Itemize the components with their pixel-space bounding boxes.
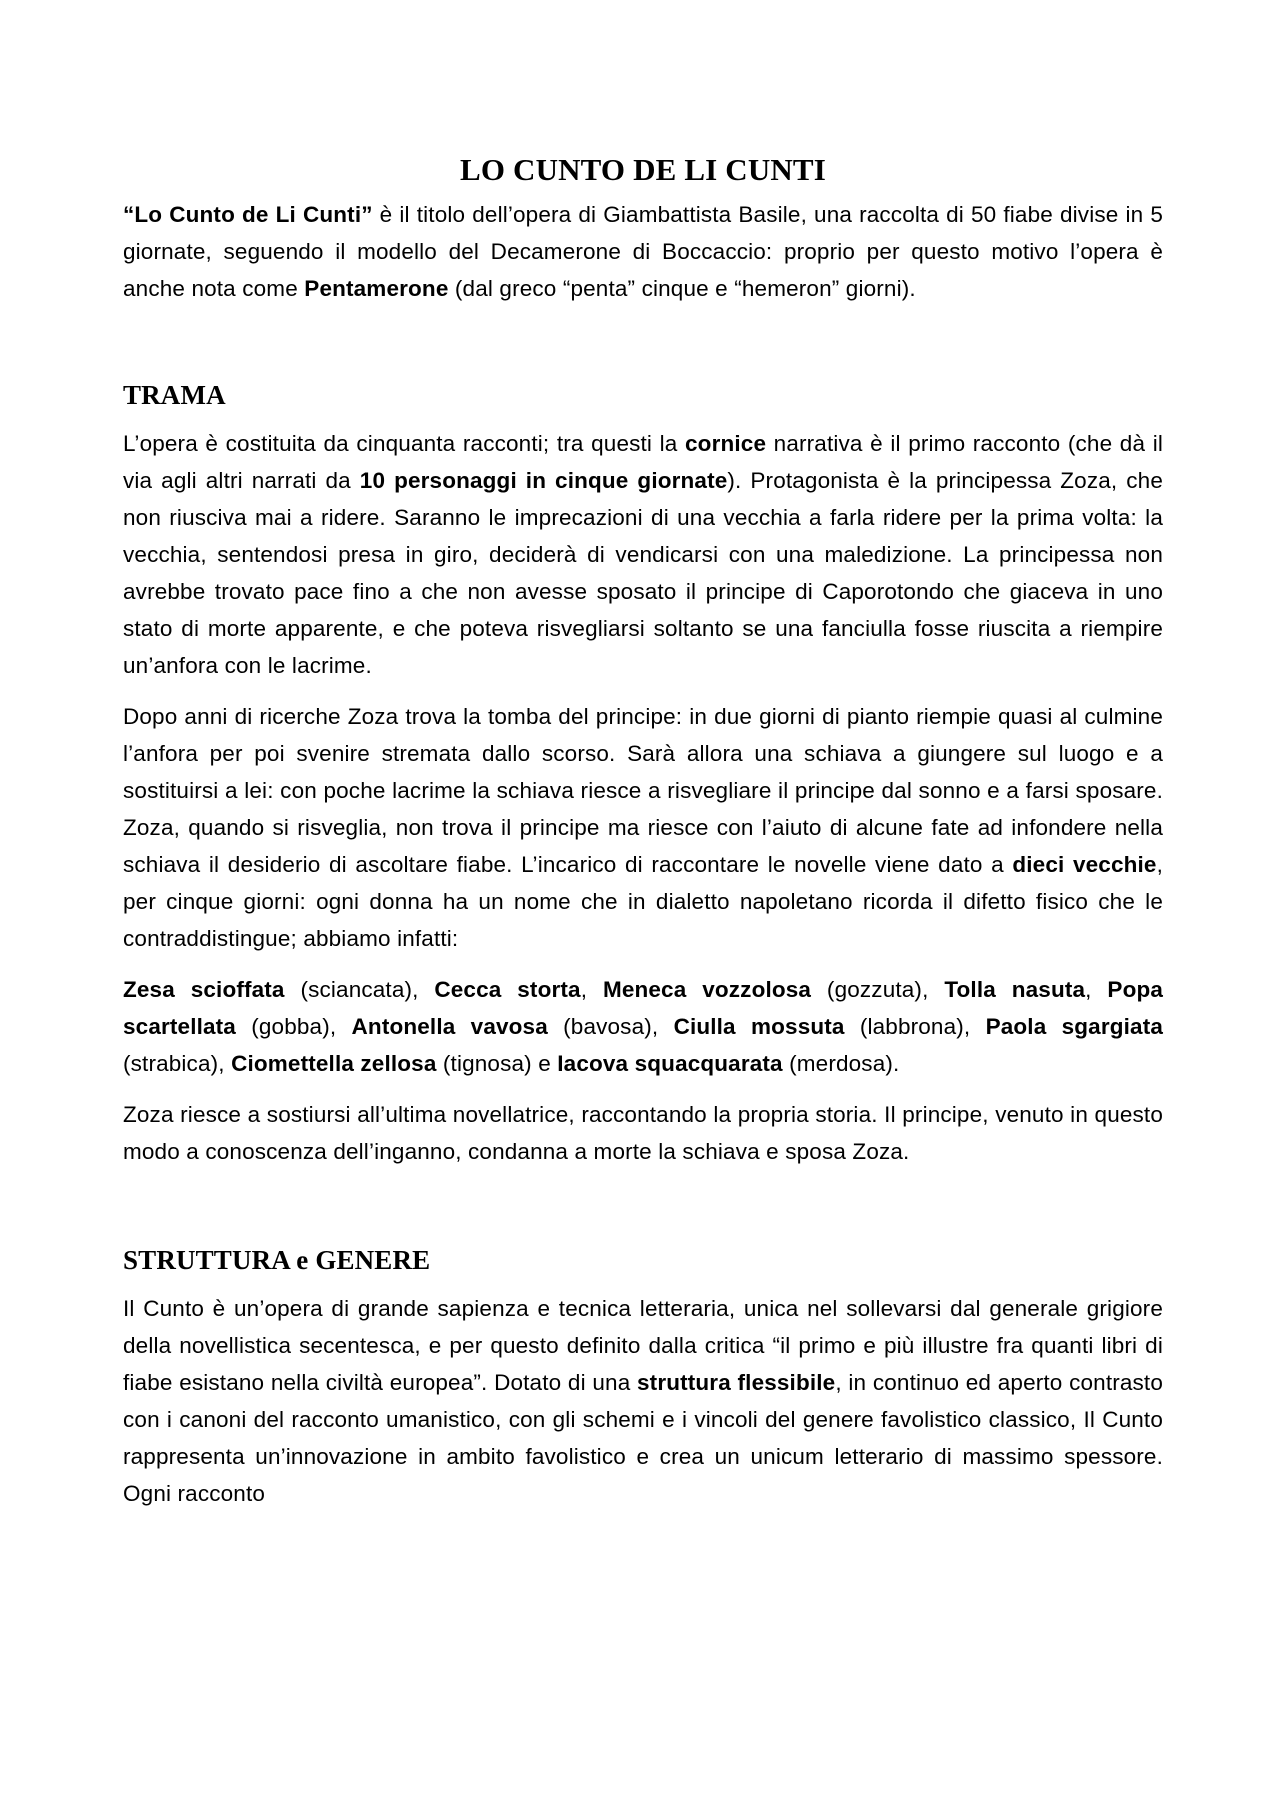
bold-text: Popa scartellata (123, 977, 1164, 1039)
bold-text: struttura flessibile (637, 1370, 836, 1395)
bold-text: Pentamerone (304, 276, 449, 301)
bold-text: Meneca vozzolosa (602, 977, 812, 1002)
struttura-paragraph-1: Il Cunto è un’opera di grande sapienza e tecnica letteraria, unica nel sollevarsi dal generale grigiore della novellistica secentesca, e per questo definito dalla critica “il primo e più illustre fra quanti libri di fiabe esistano nella civiltà europea”. Dotato di una struttura flessibile, in continuo ed aperto contrasto con i canoni del racconto umanistico, con gli schemi e i vincoli del genere favolistico classico, Il Cunto rappresenta un’innovazione in ambito favolistico e crea un unicum letterario di massimo spessore. Ogni racconto (123, 1296, 1163, 1506)
document-body (123, 150, 1163, 1526)
document-title: LO CUNTO DE LI CUNTI (460, 152, 826, 187)
bold-text: Ciulla mossuta (673, 1014, 845, 1039)
bold-text: Paola sgargiata (985, 1014, 1164, 1039)
intro-paragraph: “Lo Cunto de Li Cunti” è il titolo dell’opera di Giambattista Basile, una raccolta di 50 fiabe divise in 5 giornate, seguendo il modello del Decamerone di Boccaccio: proprio per questo motivo l’opera è anche nota come Pentamerone (dal greco “penta” cinque e “hemeron” giorni). (123, 202, 1163, 301)
bold-text: dieci vecchie (1012, 852, 1157, 877)
bold-text: Zesa scioffata (123, 977, 285, 1002)
trama-paragraph-4: Zoza riesce a sostiursi all’ultima novellatrice, raccontando la propria storia. Il principe, venuto in questo modo a conoscenza dell’inganno, condanna a morte la schiava e sposa Zoza. (123, 1102, 1163, 1164)
bold-text: Antonella vavosa (351, 1014, 548, 1039)
bold-text: Iacova squacquarata (557, 1051, 783, 1076)
bold-text: “Lo Cunto de Li Cunti” (123, 202, 373, 227)
bold-text: 10 personaggi in cinque giornate (359, 468, 728, 493)
section-heading-struttura: STRUTTURA e GENERE (123, 1245, 431, 1275)
trama-paragraph-1: L’opera è costituita da cinquanta racconti; tra questi la cornice narrativa è il primo racconto (che dà il via agli altri narrati da 10 personaggi in cinque giornate). Protagonista è la principessa Zoza, che non riusciva mai a ridere. Saranno le imprecazioni di una vecchia a farla ridere per la prima volta: la vecchia, sentendosi presa in giro, deciderà di vendicarsi con una maledizione. La principessa non avrebbe trovato pace fino a che non avesse sposato il principe di Caporotondo che giaceva in uno stato di morte apparente, e che poteva risvegliarsi soltanto se una fanciulla fosse riuscita a riempire un’anfora con le lacrime. (123, 431, 1163, 678)
section-heading-trama: TRAMA (123, 380, 226, 410)
bold-text: Cecca storta (434, 977, 581, 1002)
bold-text: Ciomettella zellosa (231, 1051, 437, 1076)
trama-paragraph-3: Zesa scioffata (sciancata), Cecca storta, Meneca vozzolosa (gozzuta), Tolla nasuta, Popa scartellata (gobba), Antonella vavosa (bavosa), Ciulla mossuta (labbrona), Paola sgargiata (strabica), Ciomettella zellosa (tignosa) e Iacova squacquarata (merdosa). (123, 977, 1164, 1076)
bold-text: cornice (685, 431, 767, 456)
trama-paragraph-2: Dopo anni di ricerche Zoza trova la tomba del principe: in due giorni di pianto riempie quasi al culmine l’anfora per poi svenire stremata dallo scorso. Sarà allora una schiava a giungere sul luogo e a sostituirsi a lei: con poche lacrime la schiava riesce a risvegliare il principe dal sonno e a farsi sposare. Zoza, quando si risveglia, non trova il principe ma riesce con l’aiuto di alcune fate ad infondere nella schiava il desiderio di ascoltare fiabe. L’incarico di raccontare le novelle viene dato a dieci vecchie, per cinque giorni: ogni donna ha un nome che in dialetto napoletano ricorda il difetto fisico che le contraddistingue; abbiamo infatti: (123, 704, 1163, 951)
bold-text: Tolla nasuta (944, 977, 1086, 1002)
